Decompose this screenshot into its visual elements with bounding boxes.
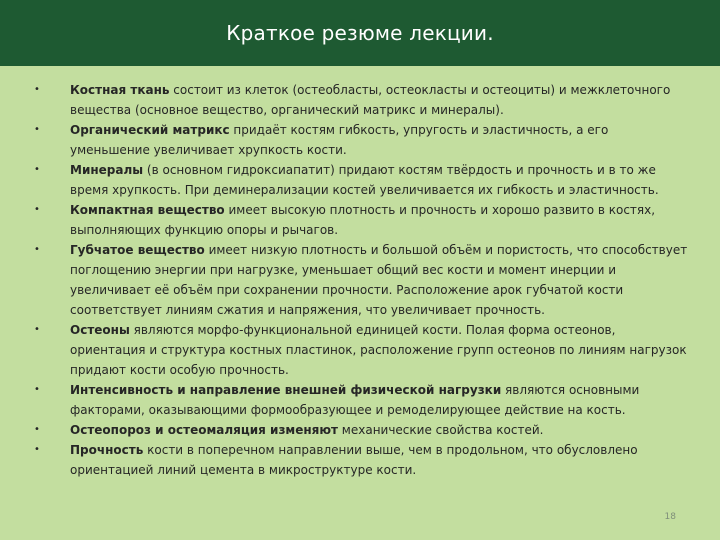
bullet-bold-term: Остеопороз и остеомаляция изменяют [70, 423, 338, 437]
bullet-text: (в основном гидроксиапатит) придают костям твёрдость и прочность и в то же время хрупкость. При деминерализации костей увеличивается их гибкость и эластичность. [70, 163, 659, 197]
bullet-icon: • [34, 424, 40, 435]
slide-title: Краткое резюме лекции. [226, 21, 494, 45]
bullet-item [34, 160, 690, 200]
bullet-icon: • [34, 444, 40, 455]
bullet-bold-term: Минералы [70, 163, 144, 177]
bullet-item [34, 80, 690, 120]
bullet-text: механические свойства костей. [337, 423, 544, 437]
bullet-item [34, 120, 690, 160]
bullet-bold-term: Интенсивность и направление внешней физической нагрузки [70, 383, 502, 397]
bullet-bold-term: Органический матрикс [70, 123, 230, 137]
bullet-text: придаёт костям гибкость, упругость и эластичность, а его уменьшение увеличивает хрупкость кости. [70, 123, 609, 157]
bullet-item [34, 440, 690, 480]
bullet-item [34, 420, 690, 440]
bullet-bold-term: Костная ткань [70, 83, 170, 97]
bullet-icon: • [34, 204, 40, 215]
bullet-text: кости в поперечном направлении выше, чем в продольном, что обусловлено ориентацией линий цемента в микроструктуре кости. [70, 443, 638, 477]
page-number: 18 [664, 512, 676, 522]
bullet-text: состоит из клеток (остеобласты, остеокласты и остеоциты) и межклеточного вещества (основное вещество, органический матрикс и минералы). [70, 83, 671, 117]
bullet-bold-term: Остеоны [70, 323, 130, 337]
bullet-bold-term: Прочность [70, 443, 144, 457]
bullet-item [34, 320, 690, 380]
slide-header [0, 0, 720, 66]
bullet-icon: • [34, 244, 40, 255]
bullet-bold-term: Компактная вещество [70, 203, 225, 217]
bullet-icon: • [34, 384, 40, 395]
bullet-icon: • [34, 324, 40, 335]
bullet-icon: • [34, 124, 40, 135]
bullet-text: имеет высокую плотность и прочность и хорошо развито в костях, выполняющих функцию опоры и рычагов. [70, 203, 656, 237]
bullet-icon: • [34, 84, 40, 95]
bullet-item [34, 200, 690, 240]
bullet-text: имеет низкую плотность и большой объём и пористость, что способствует поглощению энергии при нагрузке, уменьшает общий вес кости и момент инерции и увеличивает её объём при сохранении прочности. Расположение арок губчатой кости соответствует линиям сжатия и напряжения, что увеличивает прочность. [70, 243, 688, 317]
bullet-list [34, 80, 690, 480]
bullet-text: являются морфо-функциональной единицей кости. Полая форма остеонов, ориентация и структура костных пластинок, расположение групп остеонов по линиям нагрузок придают кости особую прочность. [70, 323, 687, 377]
bullet-icon: • [34, 164, 40, 175]
bullet-item [34, 380, 690, 420]
bullet-bold-term: Губчатое вещество [70, 243, 205, 257]
bullet-item [34, 240, 690, 320]
bullet-text: являются основными факторами, оказывающими формообразующее и ремоделирующее действие на кость. [70, 383, 640, 417]
